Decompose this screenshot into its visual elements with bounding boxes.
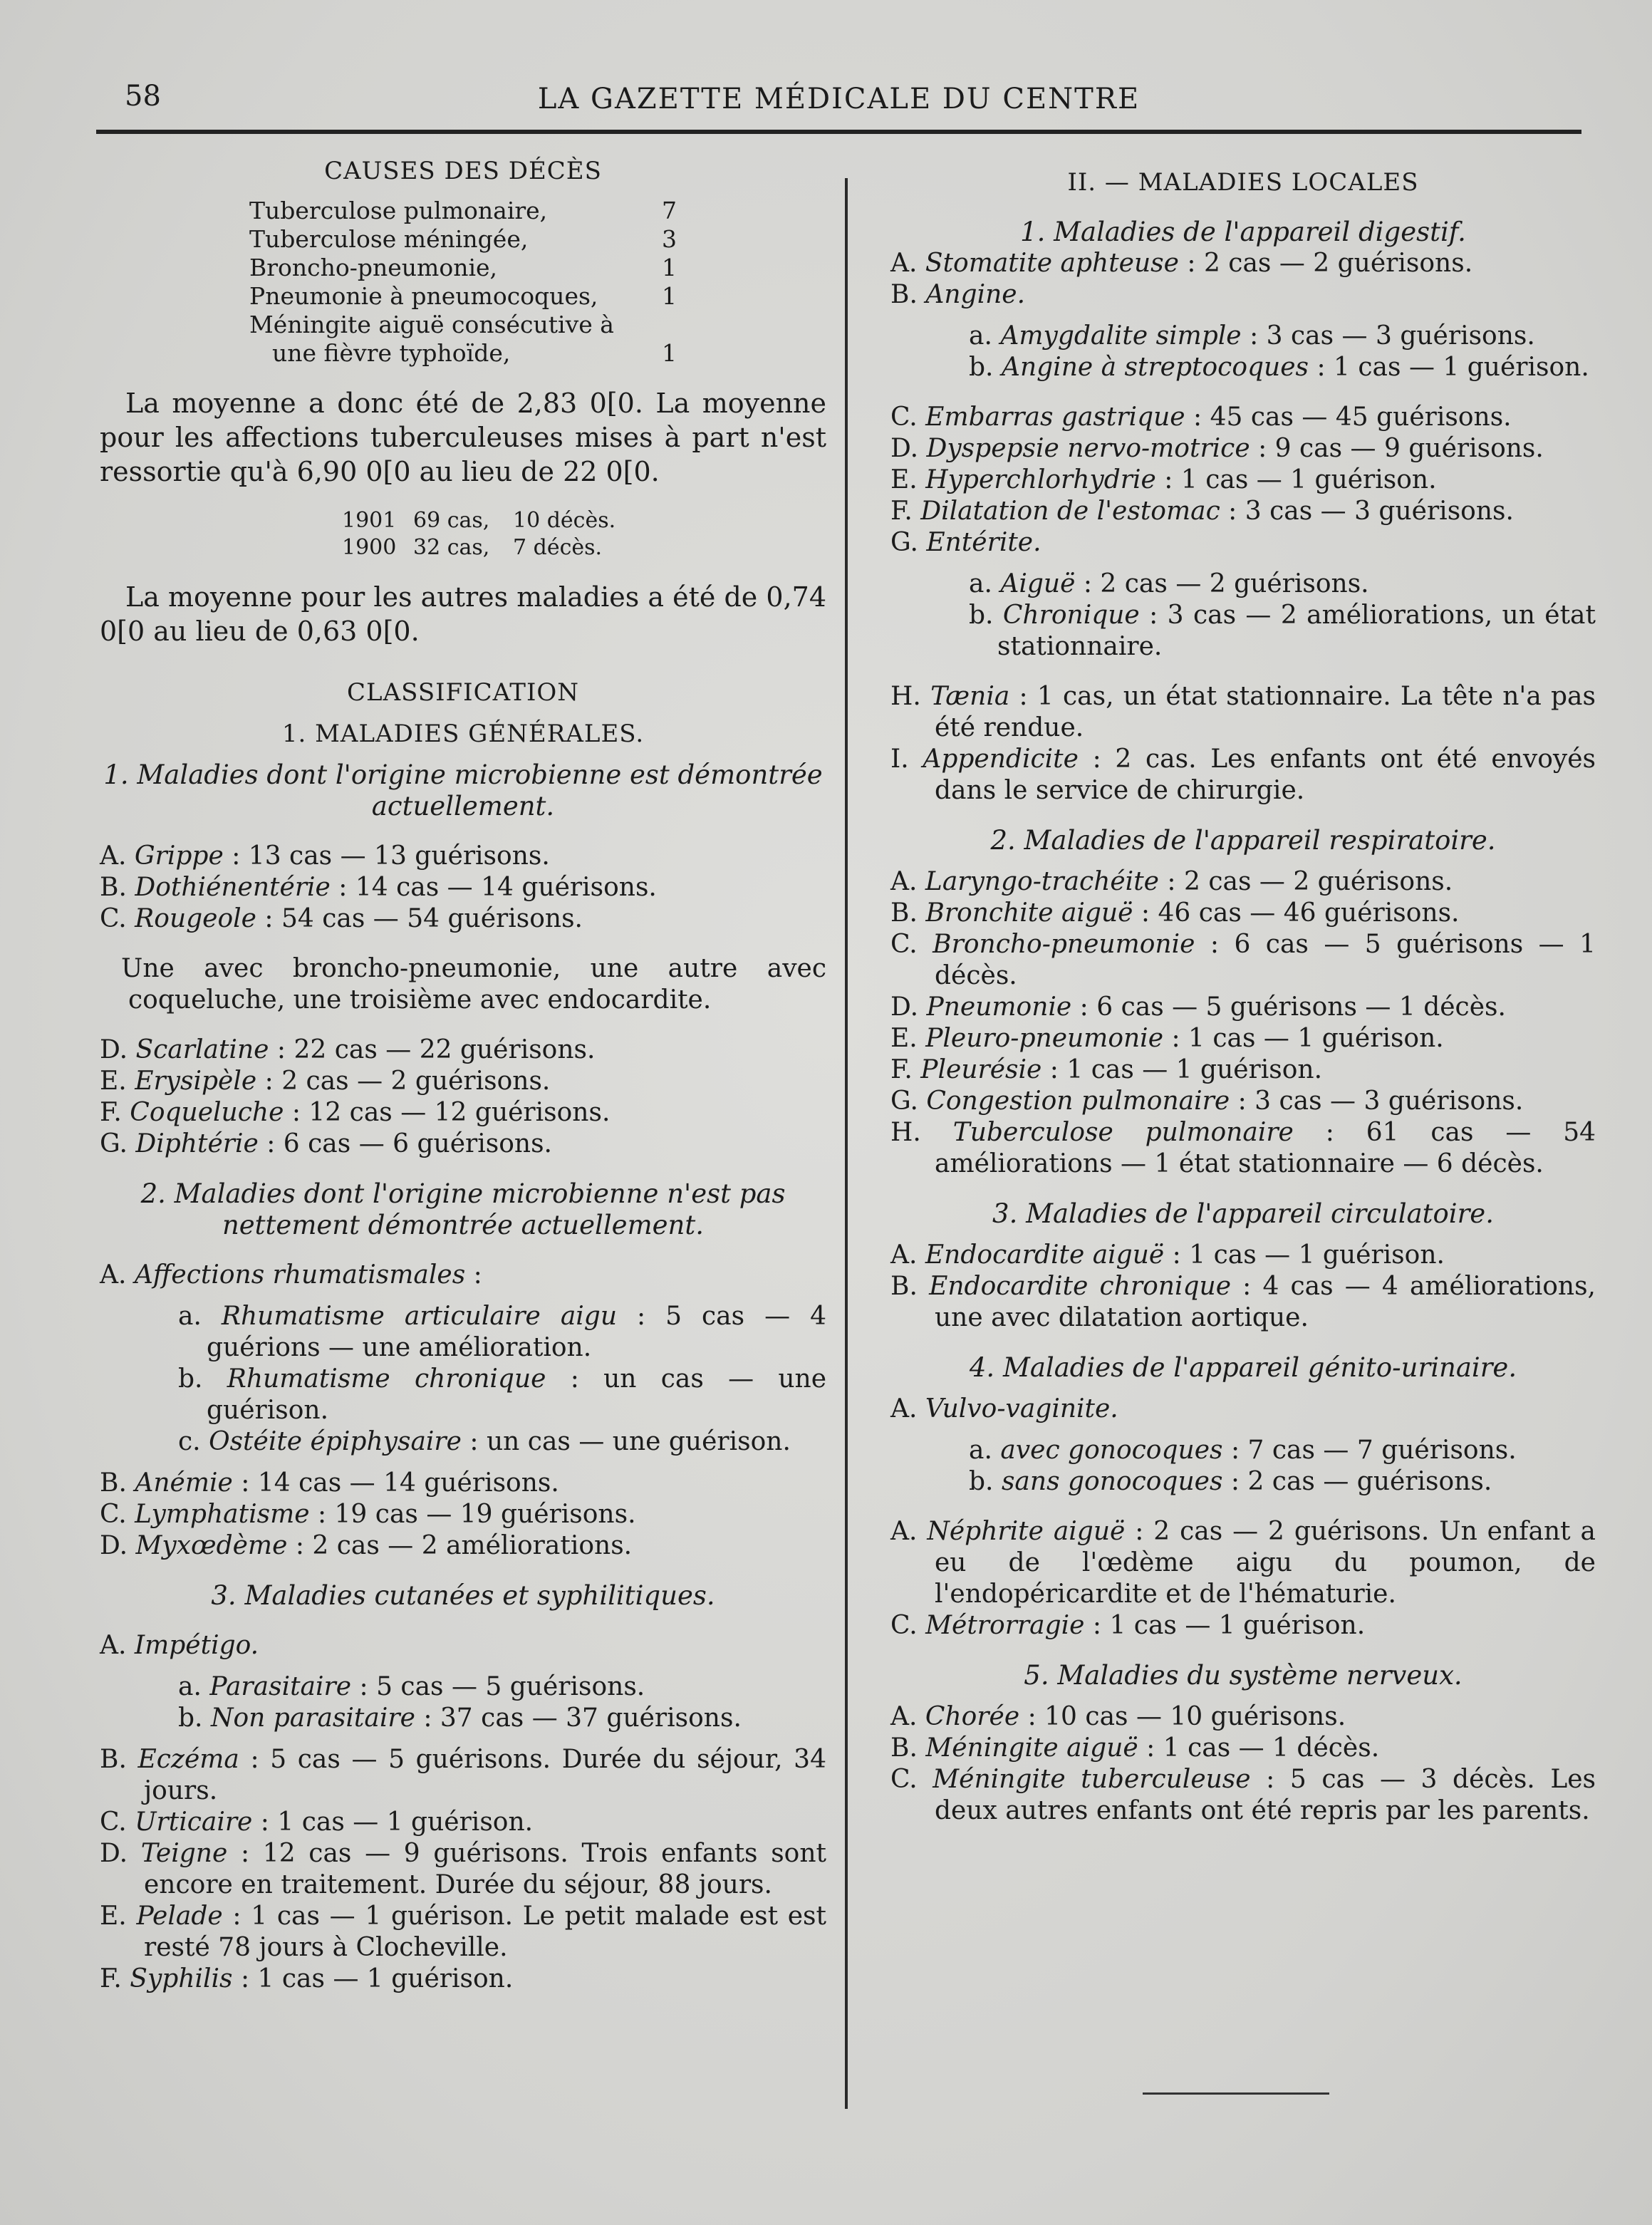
disease-name: Endocardite chronique xyxy=(929,1272,1232,1301)
entry-text: : 54 cas — 54 guérisons. xyxy=(256,904,583,933)
disease-name: Affections rhumatismales xyxy=(134,1260,466,1290)
entry-letter: D. xyxy=(890,434,919,463)
entry-text: : 1 cas — 1 guérison. xyxy=(252,1808,534,1837)
entry-text: : 46 cas — 46 guérisons. xyxy=(1133,898,1460,928)
disease-name: Angine. xyxy=(925,280,1026,309)
cause-count: 1 xyxy=(662,254,677,281)
entry-text: : 1 cas — 1 guérison. xyxy=(1041,1055,1323,1084)
disease-name: Eczéma xyxy=(137,1745,239,1774)
entry-text: : 19 cas — 19 guérisons. xyxy=(309,1500,636,1529)
cause-label: Méningite aiguë consécutive à xyxy=(249,311,614,338)
disease-entry xyxy=(890,1054,1596,1086)
disease-entry xyxy=(890,279,1596,311)
disease-name: Bronchite aiguë xyxy=(925,898,1133,928)
causes-list xyxy=(249,197,677,368)
disease-entry xyxy=(890,898,1596,929)
entry-letter: a. xyxy=(178,1672,202,1701)
entry-letter: b. xyxy=(969,601,994,630)
entry-letter: B. xyxy=(890,1733,918,1763)
disease-subentry xyxy=(890,1466,1596,1498)
entry-text: : 7 cas — 7 guérisons. xyxy=(1222,1436,1517,1465)
entry-text: : 13 cas — 13 guérisons. xyxy=(223,841,550,871)
disease-entry xyxy=(100,1034,826,1066)
disease-entry xyxy=(100,1530,826,1562)
disease-entry xyxy=(100,903,826,935)
entry-letter: E. xyxy=(890,1024,918,1053)
disease-name: Myxœdème xyxy=(135,1531,288,1560)
disease-entry xyxy=(100,1807,826,1838)
disease-name: Chronique xyxy=(1002,601,1140,630)
cause-count: 1 xyxy=(662,339,677,367)
entry-letter: B. xyxy=(100,873,127,902)
disease-name: Tuberculose pulmonaire xyxy=(952,1118,1294,1147)
subsection-title: 1. Maladies dont l'origine microbienne est démontrée actuellement. xyxy=(103,759,823,821)
stats-row xyxy=(342,507,826,534)
disease-name: Congestion pulmonaire xyxy=(926,1086,1230,1116)
end-rule xyxy=(1143,2092,1329,2095)
entry-letter: C. xyxy=(890,1765,918,1794)
disease-name: Teigne xyxy=(140,1839,228,1868)
entry-letter: C. xyxy=(100,1808,127,1837)
disease-entry xyxy=(890,992,1596,1023)
entry-letter: A. xyxy=(890,867,918,896)
entry-letter: F. xyxy=(100,1964,122,1993)
section-locales-title: II. — MALADIES LOCALES xyxy=(1067,168,1419,197)
entry-text: : 2 cas — 2 guérisons. xyxy=(1158,867,1453,896)
subsection-title: 3. Maladies cutanées et syphilitiques. xyxy=(211,1580,715,1611)
disease-name: Anémie xyxy=(135,1468,233,1498)
disease-subentry xyxy=(890,321,1596,352)
disease-name: Rougeole xyxy=(135,904,256,933)
entry-letter: G. xyxy=(890,528,918,557)
disease-name: Embarras gastrique xyxy=(925,403,1185,432)
entry-text: : 1 cas — 1 guérison. xyxy=(1084,1611,1366,1640)
causes-row xyxy=(249,339,677,368)
entry-letter: C. xyxy=(100,1500,127,1529)
entry-text: : 3 cas — 3 guérisons. xyxy=(1220,497,1514,526)
disease-name: Métrorragie xyxy=(925,1611,1085,1640)
subsection-title: 4. Maladies de l'appareil génito-urinaire. xyxy=(969,1352,1517,1383)
entry-text: : 5 cas — 4 guérions — une amélioration. xyxy=(207,1302,826,1362)
entry-letter: F. xyxy=(890,1055,913,1084)
disease-name: Coqueluche xyxy=(130,1098,284,1127)
entry-letter: G. xyxy=(890,1086,918,1116)
entry-text: : 12 cas — 12 guérisons. xyxy=(284,1098,611,1127)
disease-entry xyxy=(890,527,1596,559)
disease-subentry xyxy=(100,1301,826,1364)
disease-entry xyxy=(100,1964,826,1995)
subsection-title: 2. Maladies de l'appareil respiratoire. xyxy=(990,825,1496,856)
disease-name: Dilatation de l'estomac xyxy=(920,497,1220,526)
disease-name: Laryngo-trachéite xyxy=(925,867,1159,896)
entry-text: : 1 cas — 1 guérison. xyxy=(1155,465,1437,494)
entry-text: : 2 cas. Les enfants ont été envoyés dans le service de chirurgie. xyxy=(935,745,1596,805)
cause-count: 3 xyxy=(662,225,677,253)
disease-name: Diphtérie xyxy=(135,1129,259,1158)
disease-subentry xyxy=(100,1671,826,1703)
disease-subentry xyxy=(890,352,1596,383)
disease-name: Tænia xyxy=(930,682,1010,711)
disease-entry xyxy=(890,744,1596,807)
disease-entry xyxy=(100,1630,826,1661)
entry-text: : 22 cas — 22 guérisons. xyxy=(269,1035,596,1064)
entry-letter: A. xyxy=(890,1394,918,1423)
subsection-title: 1. Maladies de l'appareil digestif. xyxy=(1020,217,1466,247)
autres-paragraph: La moyenne pour les autres maladies a été de 0,74 0[0 au lieu de 0,63 0[0. xyxy=(100,581,826,647)
disease-entry xyxy=(100,1129,826,1160)
entry-letter: H. xyxy=(890,682,921,711)
disease-entry xyxy=(100,1499,826,1530)
disease-entry xyxy=(100,872,826,903)
entry-text: : 2 cas — 2 guérisons. xyxy=(1178,249,1473,278)
disease-name: Ostéite épiphysaire xyxy=(209,1427,462,1456)
entry-text: : 14 cas — 14 guérisons. xyxy=(330,873,657,902)
moyenne-paragraph: La moyenne a donc été de 2,83 0[0. La moyenne pour les affections tuberculeuses mises à part n'est ressortie qu'à 6,90 0[0 au lieu de 22 0[0. xyxy=(100,388,826,487)
disease-entry xyxy=(890,1086,1596,1117)
entry-letter: D. xyxy=(100,1839,128,1868)
entry-text: : 37 cas — 37 guérisons. xyxy=(415,1703,742,1733)
entry-text: : 1 cas, un état stationnaire. La tête n'a pas été rendue. xyxy=(935,682,1596,742)
entry-text: : 2 cas — guérisons. xyxy=(1222,1467,1492,1496)
entry-letter: a. xyxy=(969,1436,992,1465)
disease-name: Aiguë xyxy=(1000,569,1076,598)
entry-letter: D. xyxy=(100,1035,128,1064)
entry-letter: A. xyxy=(100,1260,127,1290)
entry-text: : 1 cas — 1 guérison. Le petit malade est est resté 78 jours à Clocheville. xyxy=(144,1902,826,1962)
cause-count xyxy=(648,311,677,339)
disease-entry xyxy=(100,1838,826,1901)
entry-letter: A. xyxy=(100,1631,127,1660)
entry-letter: E. xyxy=(100,1067,127,1096)
disease-name: Syphilis xyxy=(130,1964,233,1993)
disease-name: Grippe xyxy=(134,841,224,871)
disease-name: Pelade xyxy=(136,1902,223,1931)
entry-letter: B. xyxy=(890,1272,918,1301)
journal-title: LA GAZETTE MÉDICALE DU CENTRE xyxy=(537,83,1141,115)
entry-text: : 1 cas — 1 guérison. xyxy=(1309,353,1589,382)
disease-name: Impétigo. xyxy=(134,1631,259,1660)
disease-entry xyxy=(100,1260,826,1291)
disease-name: Pneumonie xyxy=(926,992,1072,1022)
disease-name: Rhumatisme chronique xyxy=(227,1364,546,1394)
entry-letter: b. xyxy=(969,1467,994,1496)
entry-text: : 12 cas — 9 guérisons. Trois enfants sont encore en traitement. Durée du séjour, 88 jours. xyxy=(144,1839,826,1899)
entry-text: : 5 cas — 5 guérisons. Durée du séjour, 34 jours. xyxy=(144,1745,826,1805)
entry-text: : un cas — une guérison. xyxy=(461,1427,791,1456)
disease-entry xyxy=(890,1271,1596,1334)
disease-entry xyxy=(890,866,1596,898)
causes-row xyxy=(249,225,677,254)
causes-row xyxy=(249,311,677,339)
stats-deaths: 7 décès. xyxy=(513,535,603,560)
causes-row xyxy=(249,197,677,225)
entry-text: : 2 cas — 2 améliorations. xyxy=(287,1531,633,1560)
disease-name: sans gonocoques xyxy=(1001,1467,1223,1496)
entry-letter: D. xyxy=(100,1531,128,1560)
entry-text: : 6 cas — 5 guérisons — 1 décès. xyxy=(935,930,1596,990)
disease-name: Dothiénentérie xyxy=(135,873,331,902)
entry-text: : 3 cas — 3 guérisons. xyxy=(1241,321,1535,351)
disease-entry xyxy=(100,1468,826,1499)
entry-text: : 5 cas — 3 décès. Les deux autres enfants ont été repris par les parents. xyxy=(935,1765,1596,1825)
entry-letter: A. xyxy=(100,841,127,871)
entry-letter: b. xyxy=(178,1364,203,1394)
cause-count: 7 xyxy=(662,197,677,224)
entry-text: : 5 cas — 5 guérisons. xyxy=(351,1672,645,1701)
cause-label: Tuberculose pulmonaire, xyxy=(249,197,548,224)
causes-row xyxy=(249,254,677,282)
disease-entry xyxy=(100,1097,826,1129)
disease-name: Stomatite aphteuse xyxy=(925,249,1179,278)
disease-entry xyxy=(100,1744,826,1807)
entry-letter: A. xyxy=(890,1702,918,1731)
right-column xyxy=(890,150,1596,1827)
entry-text: : 45 cas — 45 guérisons. xyxy=(1185,403,1512,432)
disease-entry xyxy=(890,465,1596,496)
subsection-title: 3. Maladies de l'appareil circulatoire. xyxy=(992,1198,1494,1229)
subsection-title: 2. Maladies dont l'origine microbienne n'est pas nettement démontrée actuellement. xyxy=(140,1178,786,1240)
entry-text: : 9 cas — 9 guérisons. xyxy=(1250,434,1544,463)
disease-name: Endocardite aiguë xyxy=(925,1240,1165,1270)
entry-letter: A. xyxy=(890,1240,918,1270)
disease-name: Chorée xyxy=(925,1702,1020,1731)
disease-entry xyxy=(890,1610,1596,1641)
entry-letter: B. xyxy=(100,1468,127,1498)
entry-letter: B. xyxy=(890,280,918,309)
entry-letter: C. xyxy=(100,904,127,933)
column-divider xyxy=(845,178,848,2109)
disease-entry xyxy=(890,1733,1596,1764)
disease-name: Urticaire xyxy=(135,1808,253,1837)
entry-letter: c. xyxy=(178,1427,201,1456)
entry-letter: E. xyxy=(100,1902,127,1931)
entry-letter: b. xyxy=(969,353,994,382)
disease-subentry xyxy=(890,569,1596,600)
disease-entry xyxy=(890,433,1596,465)
disease-entry xyxy=(890,1240,1596,1271)
entry-letter: A. xyxy=(890,249,918,278)
rougeole-note: Une avec broncho-pneumonie, une autre avec coqueluche, une troisième avec endocardite. xyxy=(121,954,826,1015)
causes-title: CAUSES DES DÉCÈS xyxy=(324,157,602,185)
disease-name: Parasitaire xyxy=(209,1672,352,1701)
page-header xyxy=(96,80,1581,123)
causes-row xyxy=(249,282,677,311)
entry-letter: F. xyxy=(890,497,913,526)
disease-entry xyxy=(890,1117,1596,1180)
stats-year: 1900 xyxy=(342,535,397,560)
disease-entry xyxy=(100,1901,826,1964)
stats-row xyxy=(342,534,826,561)
entry-letter: A. xyxy=(890,1517,918,1546)
disease-name: Non parasitaire xyxy=(210,1703,415,1733)
entry-letter: D. xyxy=(890,992,919,1022)
disease-name: Dyspepsie nervo-motrice xyxy=(926,434,1250,463)
entry-letter: C. xyxy=(890,1611,918,1640)
disease-entry xyxy=(890,681,1596,744)
entry-text: : xyxy=(465,1260,482,1290)
disease-entry xyxy=(890,402,1596,433)
entry-text: : 10 cas — 10 guérisons. xyxy=(1019,1702,1346,1731)
disease-entry xyxy=(890,1516,1596,1610)
section-generales-title: 1. MALADIES GÉNÉRALES. xyxy=(281,720,645,748)
disease-subentry xyxy=(890,1435,1596,1466)
stats-deaths: 10 décès. xyxy=(513,508,616,533)
entry-letter: E. xyxy=(890,465,918,494)
disease-subentry xyxy=(100,1703,826,1734)
disease-name: Entérite. xyxy=(926,528,1041,557)
disease-name: Néphrite aiguë xyxy=(927,1517,1126,1546)
entry-letter: F. xyxy=(100,1098,122,1127)
entry-text: : 1 cas — 1 guérison. xyxy=(232,1964,514,1993)
disease-entry xyxy=(890,496,1596,527)
entry-text: : 61 cas — 54 améliorations — 1 état stationnaire — 6 décès. xyxy=(935,1118,1596,1178)
cause-label: Tuberculose méningée, xyxy=(249,225,529,253)
stats-cases: 32 cas, xyxy=(413,535,490,560)
entry-text: : 6 cas — 6 guérisons. xyxy=(258,1129,552,1158)
disease-name: Pleurésie xyxy=(920,1055,1042,1084)
disease-name: Méningite aiguë xyxy=(925,1733,1138,1763)
entry-text: : 6 cas — 5 guérisons — 1 décès. xyxy=(1071,992,1506,1022)
disease-entry xyxy=(100,1066,826,1097)
stats-table xyxy=(342,507,826,561)
entry-letter: C. xyxy=(890,403,918,432)
entry-letter: B. xyxy=(100,1745,127,1774)
entry-text: : 14 cas — 14 guérisons. xyxy=(232,1468,559,1498)
disease-subentry xyxy=(100,1426,826,1458)
disease-entry xyxy=(890,1701,1596,1733)
left-column xyxy=(100,150,826,1995)
entry-text: : 1 cas — 1 guérison. xyxy=(1164,1240,1445,1270)
disease-name: Amygdalite simple xyxy=(1000,321,1242,351)
stats-cases: 69 cas, xyxy=(413,508,490,533)
disease-name: Broncho-pneumonie xyxy=(933,930,1195,959)
entry-text: : 2 cas — 2 guérisons. xyxy=(1075,569,1369,598)
classification-title: CLASSIFICATION xyxy=(346,678,580,707)
stats-year: 1901 xyxy=(342,508,397,533)
disease-name: Angine à streptocoques xyxy=(1001,353,1309,382)
entry-letter: b. xyxy=(178,1703,203,1733)
disease-name: Rhumatisme articulaire aigu xyxy=(221,1302,618,1331)
disease-entry xyxy=(890,1394,1596,1425)
disease-entry xyxy=(890,1023,1596,1054)
entry-text: : 2 cas — 2 guérisons. Un enfant a eu de l'œdème aigu du poumon, de l'endopéricardite et de l'hématurie. xyxy=(935,1517,1596,1609)
page-number: 58 xyxy=(125,80,161,113)
entry-letter: a. xyxy=(178,1302,202,1331)
entry-letter: B. xyxy=(890,898,918,928)
entry-text: : 3 cas — 3 guérisons. xyxy=(1230,1086,1524,1116)
disease-entry xyxy=(890,248,1596,279)
disease-name: Appendicite xyxy=(923,745,1079,774)
disease-entry xyxy=(100,841,826,872)
entry-text: : 3 cas — 2 améliorations, un état stationnaire. xyxy=(997,601,1596,661)
entry-letter: G. xyxy=(100,1129,128,1158)
disease-name: avec gonocoques xyxy=(1000,1436,1223,1465)
disease-name: Hyperchlorhydrie xyxy=(925,465,1156,494)
disease-entry xyxy=(890,929,1596,992)
disease-name: Erysipèle xyxy=(135,1067,257,1096)
entry-letter: H. xyxy=(890,1118,921,1147)
subsection-title: 5. Maladies du système nerveux. xyxy=(1024,1660,1463,1691)
entry-text: : 2 cas — 2 guérisons. xyxy=(256,1067,551,1096)
cause-label: Pneumonie à pneumocoques, xyxy=(249,282,598,310)
entry-letter: I. xyxy=(890,745,909,774)
entry-letter: a. xyxy=(969,321,992,351)
header-rule xyxy=(96,130,1581,134)
entry-text: : 1 cas — 1 décès. xyxy=(1138,1733,1380,1763)
disease-name: Scarlatine xyxy=(135,1035,269,1064)
entry-text: : 4 cas — 4 améliorations, une avec dilatation aortique. xyxy=(935,1272,1596,1332)
cause-count: 1 xyxy=(662,282,677,310)
disease-name: Lymphatisme xyxy=(135,1500,310,1529)
cause-label: une fièvre typhoïde, xyxy=(272,339,511,367)
cause-label: Broncho-pneumonie, xyxy=(249,254,498,281)
entry-letter: C. xyxy=(890,930,918,959)
entry-text: : un cas — une guérison. xyxy=(207,1364,827,1425)
disease-subentry xyxy=(890,600,1596,663)
disease-name: Méningite tuberculeuse xyxy=(933,1765,1251,1794)
entry-text: : 1 cas — 1 guérison. xyxy=(1163,1024,1444,1053)
disease-subentry xyxy=(100,1364,826,1426)
disease-name: Vulvo-vaginite. xyxy=(925,1394,1118,1423)
disease-entry xyxy=(890,1764,1596,1827)
disease-name: Pleuro-pneumonie xyxy=(925,1024,1163,1053)
entry-letter: a. xyxy=(969,569,992,598)
